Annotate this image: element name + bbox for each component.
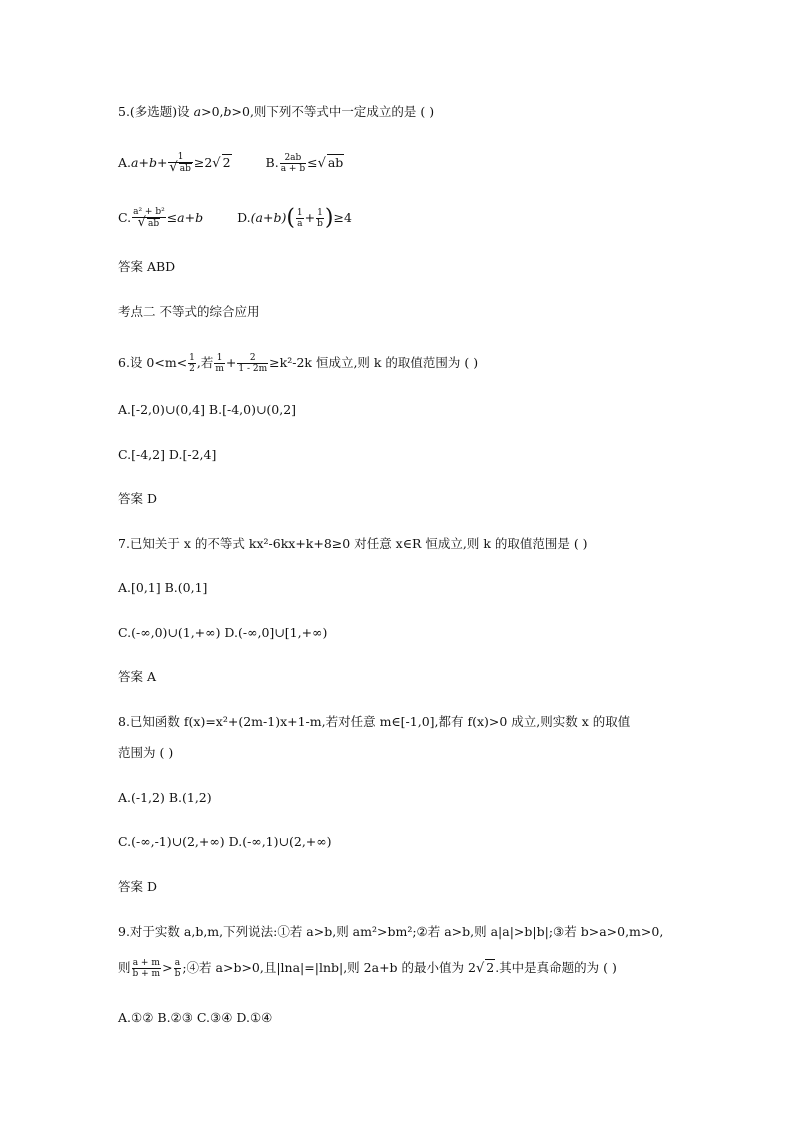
q7-options-ab[interactable]: A.[0,1] B.(0,1]: [118, 580, 208, 595]
q5-option-d[interactable]: D.(a+b)( $\frac{1}{a}$ + $\frac{1}{b}$ )≥4: [237, 205, 352, 230]
q5-option-c[interactable]: C. $\frac{\text{a² + b²}}{√ ab}$ ≤a+b: [118, 207, 204, 230]
q8-options-cd[interactable]: C.(-∞,-1)∪(2,+∞) D.(-∞,1)∪(2,+∞): [118, 834, 332, 849]
q5-stem: 5.(多选题)设 a>0,b>0,则下列不等式中一定成立的是 ( ): [118, 104, 435, 119]
q5-option-a[interactable]: A.a+b+ $\frac{1}{√ ab}$ ≥2√ 2: [118, 152, 231, 175]
q6-options-ab[interactable]: A.[-2,0)∪(0,4] B.[-4,0)∪(0,2]: [118, 402, 297, 417]
answer-q7: 答案 A: [118, 669, 157, 684]
q8-options-ab[interactable]: A.(-1,2) B.(1,2): [118, 790, 212, 805]
q9-options[interactable]: A.①② B.②③ C.③④ D.①④: [118, 1010, 273, 1025]
q5-options-cd: [118, 207, 352, 229]
q8-stem-line1: 8.已知函数 f(x)=x²+(2m-1)x+1-m,若对任意 m∈[-1,0],都有 f(x)>0 成立,则实数 x 的取值: [118, 714, 631, 729]
q5-options-ab: [118, 152, 344, 174]
q7-options-cd[interactable]: C.(-∞,0)∪(1,+∞) D.(-∞,0]∪[1,+∞): [118, 625, 328, 640]
q5-option-b[interactable]: B. $\frac{2ab}{a + b}$ ≤√ ab: [265, 152, 344, 174]
answer-q6: 答案 D: [118, 491, 157, 506]
q8-stem-line2: 范围为 ( ): [118, 745, 174, 760]
section-heading: 考点二 不等式的综合应用: [118, 304, 260, 319]
q9-stem-line1: 9.对于实数 a,b,m,下列说法:①若 a>b,则 am²>bm²;②若 a>b,则 a|a|>b|b|;③若 b>a>0,m>0,: [118, 924, 664, 939]
q9-stem-line2: 则 $\frac{a + m}{b + m}$ > $\frac{a}{b}$ ;④若 a>b>0,且|lna|=|lnb|,则 2a+b 的最小值为 2√ 2.其中是真命题的为 ( ): [118, 958, 617, 979]
q6-stem: 6.设 0<m< $\frac{1}{2}$ ,若 $\frac{1}{m}$ + $\frac{2}{1 - 2m}$ ≥k²-2k 恒成立,则 k 的取值范围为 ( ): [118, 353, 479, 374]
answer-q5: 答案 ABD: [118, 259, 176, 274]
answer-q8: 答案 D: [118, 879, 157, 894]
q7-stem: 7.已知关于 x 的不等式 kx²-6kx+k+8≥0 对任意 x∈R 恒成立,则 k 的取值范围是 ( ): [118, 536, 588, 551]
q6-options-cd[interactable]: C.[-4,2] D.[-2,4]: [118, 447, 217, 462]
